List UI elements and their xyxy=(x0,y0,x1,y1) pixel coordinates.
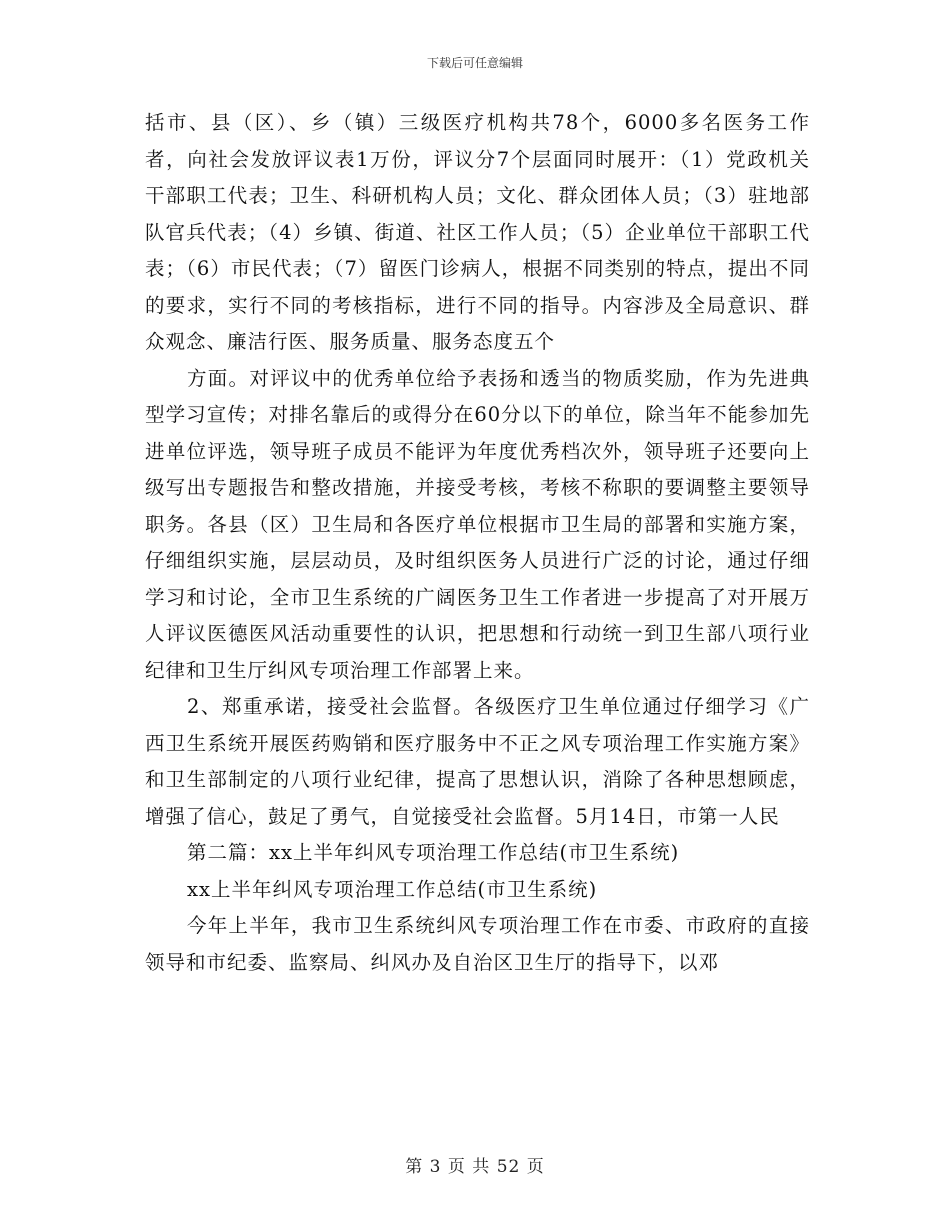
section-subtitle: xx上半年纠风专项治理工作总结(市卫生系统) xyxy=(187,877,598,901)
page-number: 第 3 页 共 52 页 xyxy=(405,1157,545,1177)
paragraph: 今年上半年，我市卫生系统纠风专项治理工作在市委、市政府的直接领导和市纪委、监察局、纠风办及自治区卫生厅的指导下，以邓 xyxy=(145,914,810,974)
paragraph: 方面。对评议中的优秀单位给予表扬和透当的物质奖励，作为先进典型学习宣传；对排名靠后的或得分在60分以下的单位，除当年不能参加先进单位评选，领导班子成员不能评为年度优秀档次外，领导班子还要向上级写出专题报告和整改措施，并接受考核，考核不称职的要调整主要领导职务。各县（区）卫生局和各医疗单位根据市卫生局的部署和实施方案，仔细组织实施，层层动员，及时组织医务人员进行广泛的讨论，通过仔细学习和讨论，全市卫生系统的广阔医务卫生工作者进一步提高了对开展万人评议医德医风活动重要性的认识，把思想和行动统一到卫生部八项行业纪律和卫生厅纠风专项治理工作部署上来。 xyxy=(145,366,810,682)
paragraph: 2、郑重承诺，接受社会监督。各级医疗卫生单位通过仔细学习《广西卫生系统开展医药购销和医疗服务中不正之风专项治理工作实施方案》和卫生部制定的八项行业纪律，提高了思想认识，消除了各种思想顾虑，增强了信心，鼓足了勇气，自觉接受社会监督。5月14日，市第一人民 xyxy=(145,695,810,828)
document-body xyxy=(145,105,810,981)
page-header: 下载后可任意编辑 xyxy=(426,56,523,70)
paragraph: 括市、县（区）、乡（镇）三级医疗机构共78个，6000多名医务工作者，向社会发放评议表1万份，评议分7个层面同时展开：（1）党政机关干部职工代表；卫生、科研机构人员；文化、群众团体人员；（3）驻地部队官兵代表；（4）乡镇、街道、社区工作人员；（5）企业单位干部职工代表；（6）市民代表；（7）留医门诊病人，根据不同类别的特点，提出不同的要求，实行不同的考核指标，进行不同的指导。内容涉及全局意识、群众观念、廉洁行医、服务质量、服务态度五个 xyxy=(145,111,810,353)
section-title: 第二篇：xx上半年纠风专项治理工作总结(市卫生系统) xyxy=(187,841,680,864)
